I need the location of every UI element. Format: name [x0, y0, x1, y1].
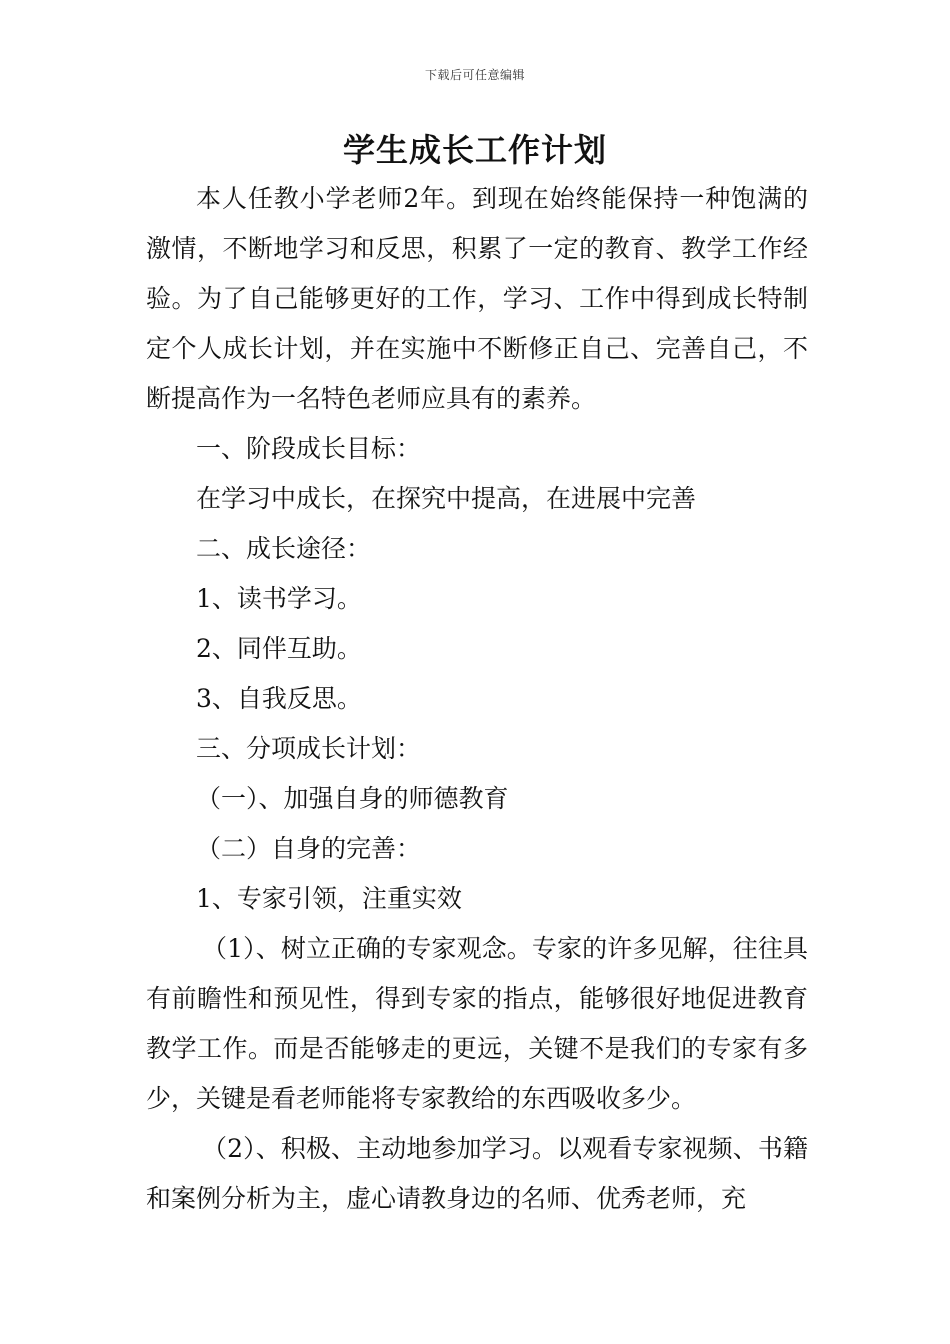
list-item-reading: 1、读书学习。 [196, 584, 362, 613]
section-heading-goals: 一、阶段成长目标： [196, 434, 422, 463]
paragraph-intro: 本人任教小学老师2年。到现在始终能保持一种饱满的激情，不断地学习和反思，积累了一定的教育、教学工作经验。为了自己能够更好的工作，学习、工作中得到成长特制定个人成长计划，并在实施中不断修正自己、完善自己，不断提高作为一名特色老师应具有的素养。 [146, 184, 808, 413]
header-note: 下载后可任意编辑 [424, 68, 525, 82]
paragraph-active-learning: （2）、积极、主动地参加学习。以观看专家视频、书籍和案例分析为主，虚心请教身边的名师、优秀老师，充 [146, 1134, 808, 1213]
paragraph-expert-view: （1）、树立正确的专家观念。专家的许多见解，往往具有前瞻性和预见性，得到专家的指点，能够很好地促进教育教学工作。而是否能够走的更远，关键不是我们的专家有多少，关键是看老师能将专家教给的东西吸收多少。 [146, 934, 808, 1113]
document-title: 学生成长工作计划 [342, 131, 607, 169]
list-item-reflection: 3、自我反思。 [196, 684, 362, 713]
list-item-peer: 2、同伴互助。 [196, 634, 362, 663]
section-heading-plan: 三、分项成长计划： [196, 734, 422, 763]
subheading-self: （二）自身的完善： [196, 834, 422, 863]
list-item-expert: 1、专家引领，注重实效 [196, 884, 462, 913]
document-body [146, 174, 808, 1224]
subheading-ethics: （一）、加强自身的师德教育 [196, 784, 509, 813]
section-heading-paths: 二、成长途径： [196, 534, 372, 563]
paragraph-goal: 在学习中成长，在探究中提高，在进展中完善 [196, 484, 697, 513]
